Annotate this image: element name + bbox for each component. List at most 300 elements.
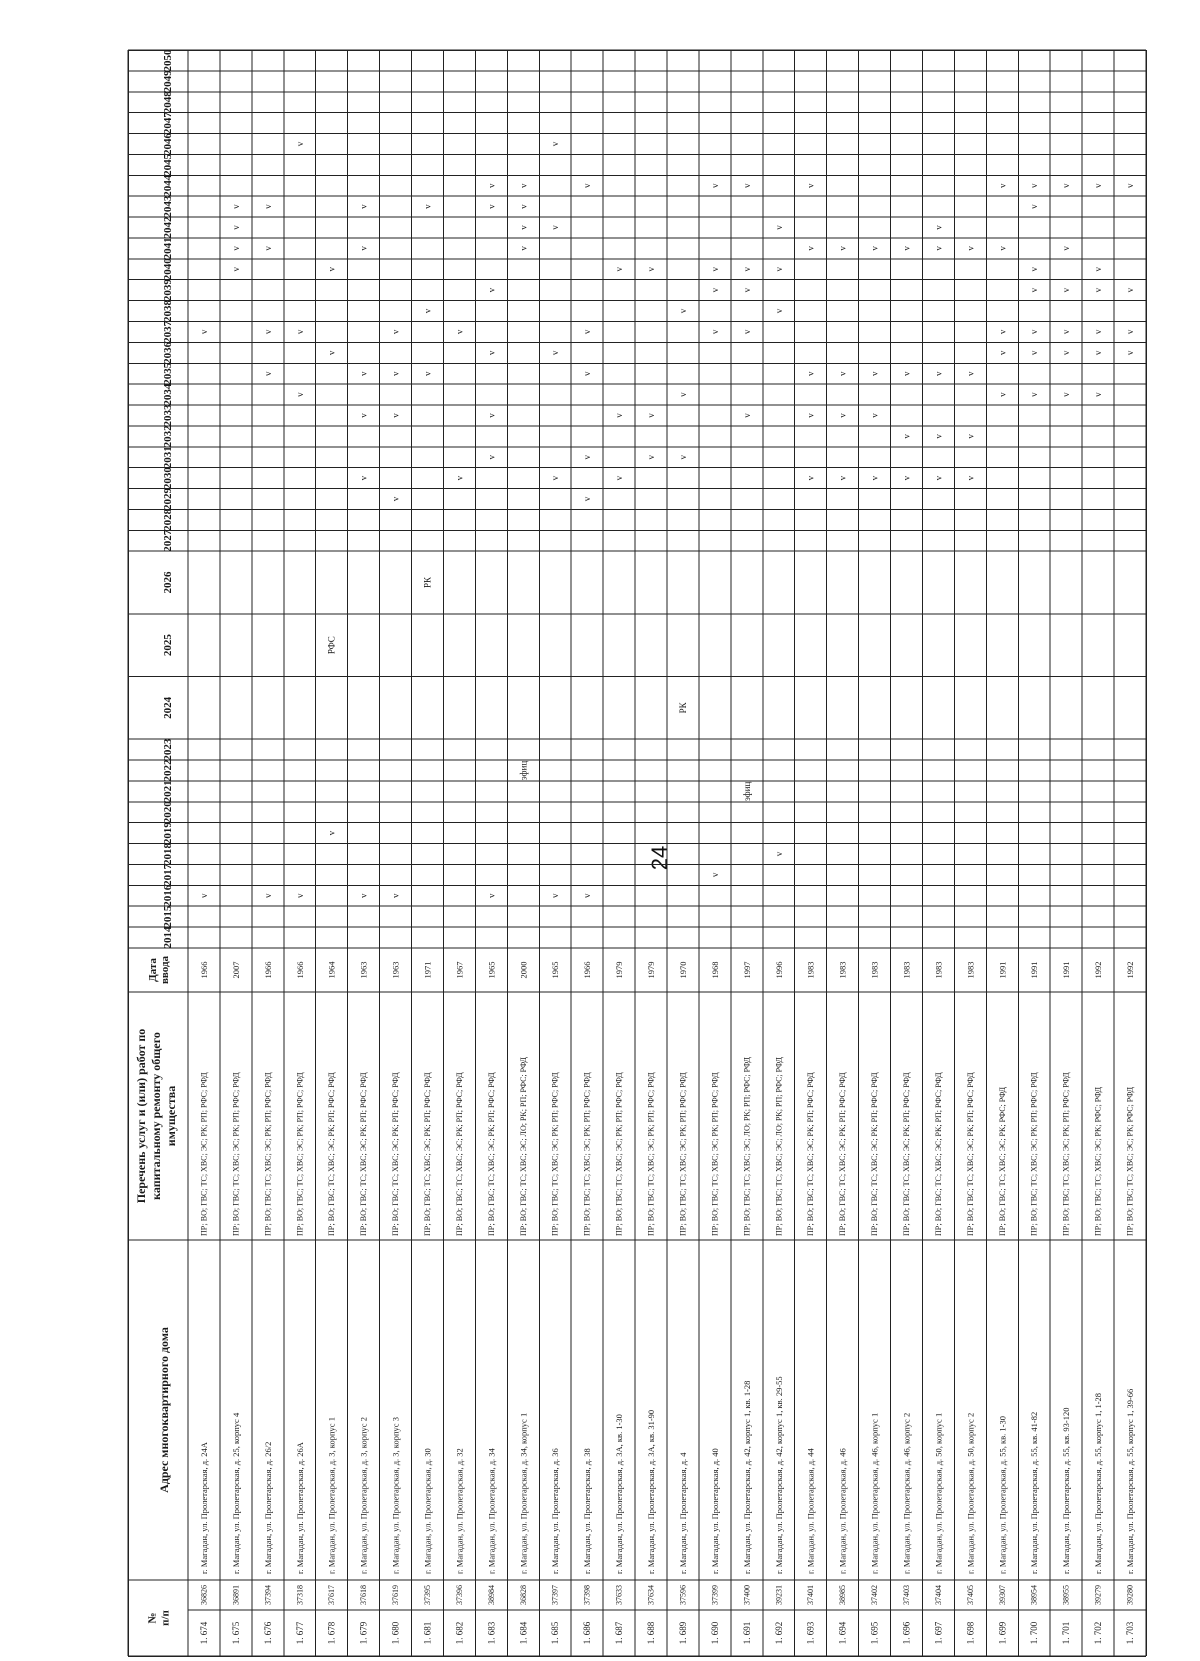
check-mark: v — [390, 893, 401, 899]
row-address: г. Магадан, ул. Пролетарская, д. 3, корпус 3 — [390, 1417, 401, 1574]
row-address: г. Магадан, ул. Пролетарская, д. 44 — [805, 1448, 816, 1574]
row-number: 1. 690 — [709, 1621, 720, 1645]
row-works: ПР; ВО; ГВС; ТС; ХВС; ЭС; РК; РП; РФС; РФД — [423, 1072, 432, 1236]
check-mark: v — [869, 246, 880, 251]
row-number: 1. 677 — [294, 1621, 305, 1645]
check-mark: v — [262, 893, 273, 899]
check-mark: v — [933, 434, 944, 439]
row-address: г. Магадан, ул. Пролетарская, д. 55, кв. 93-120 — [1061, 1407, 1072, 1574]
row-address: г. Магадан, ул. Пролетарская, д. 3А, кв. 31-90 — [646, 1409, 657, 1574]
row-date: 1983 — [933, 961, 944, 979]
check-mark: v — [294, 392, 305, 397]
work-code-mark: эфиц — [518, 760, 529, 781]
check-mark: v — [582, 893, 593, 899]
row-date: 1983 — [869, 961, 880, 979]
house-id: 37398 — [582, 1585, 592, 1605]
check-mark: v — [1093, 392, 1104, 397]
year-header: 2047 — [162, 112, 174, 135]
address-header: Адрес многоквартирного дома — [157, 1327, 172, 1493]
year-header: 2042 — [162, 216, 174, 239]
check-mark: v — [1061, 183, 1072, 188]
check-mark: v — [773, 225, 784, 230]
year-header: 2017 — [162, 863, 174, 886]
check-mark: v — [773, 851, 784, 857]
row-number: 1. 678 — [326, 1621, 337, 1645]
row-address: г. Магадан, ул. Пролетарская, д. 50, корпус 1 — [933, 1412, 944, 1574]
check-mark: v — [1125, 183, 1136, 188]
row-works: ПР; ВО; ГВС; ТС; ХВС; ЭС; РК; РП; РФС; РФД — [231, 1072, 241, 1236]
check-mark: v — [358, 246, 369, 251]
row-number: 1. 702 — [1093, 1621, 1104, 1645]
year-header: 2019 — [162, 822, 174, 845]
check-mark: v — [1061, 246, 1072, 251]
row-date: 1979 — [646, 961, 657, 979]
row-date: 1983 — [965, 961, 976, 979]
row-date: 1966 — [582, 961, 593, 979]
work-code-mark: РФС — [326, 636, 337, 655]
row-works: ПР; ВО; ГВС; ТС; ХВС; ЭС; РК; РП; РФС; РФД — [678, 1072, 688, 1236]
year-header: 2016 — [162, 884, 174, 907]
capital-repair-table — [128, 50, 1146, 1656]
check-mark: v — [1029, 392, 1040, 397]
row-works: ПР; ВО; ГВС; ТС; ХВС; ЭС; РК; РФС; РФД — [1125, 1086, 1135, 1236]
row-address: г. Магадан, ул. Пролетарская, д. 40 — [709, 1448, 720, 1574]
check-mark: v — [614, 413, 625, 418]
row-address: г. Магадан, ул. Пролетарская, д. 26А — [294, 1442, 305, 1574]
check-mark: v — [805, 371, 816, 376]
table-grid — [128, 50, 1146, 1656]
row-number: 1. 697 — [933, 1621, 944, 1645]
check-mark: v — [262, 371, 273, 376]
row-works: ПР; ВО; ГВС; ТС; ХВС; ЭС; РК; РП; РФС; РФД — [199, 1072, 209, 1236]
house-id: 37619 — [391, 1585, 401, 1605]
year-header: 2018 — [162, 843, 174, 866]
check-mark: v — [837, 371, 848, 376]
house-id: 37396 — [454, 1585, 464, 1605]
row-date: 1997 — [741, 961, 752, 979]
check-mark: v — [326, 267, 337, 272]
check-mark: v — [997, 183, 1008, 188]
row-date: 1991 — [1061, 961, 1072, 979]
check-mark: v — [326, 830, 337, 836]
check-mark: v — [486, 893, 497, 899]
row-works: ПР; ВО; ГВС; ТС; ХВС; ЭС; РК; РП; РФС; РФД — [1061, 1072, 1071, 1236]
row-address: г. Магадан, ул. Пролетарская, д. 3А, кв. 1-30 — [614, 1414, 625, 1574]
check-mark: v — [486, 183, 497, 188]
check-mark: v — [1029, 329, 1040, 335]
row-number: 1. 675 — [230, 1621, 241, 1645]
row-date: 1996 — [773, 961, 784, 979]
row-address: г. Магадан, ул. Пролетарская, д. 50, корпус 2 — [965, 1412, 976, 1574]
check-mark: v — [582, 329, 593, 335]
check-mark: v — [1093, 183, 1104, 188]
row-number: 1. 681 — [422, 1621, 433, 1645]
check-mark: v — [1093, 287, 1104, 293]
year-header: 2023 — [162, 738, 174, 761]
row-works: ПР; ВО; ГВС; ТС; ХВС; ЭС; РК; РП; РФС; РФД — [550, 1072, 560, 1236]
house-id: 37405 — [965, 1585, 975, 1605]
check-mark: v — [230, 267, 241, 272]
row-address: г. Магадан, ул. Пролетарская, д. 26/2 — [262, 1441, 273, 1574]
check-mark: v — [997, 392, 1008, 397]
year-header: 2029 — [162, 488, 174, 510]
row-number: 1. 688 — [646, 1621, 657, 1645]
row-works: ПР; ВО; ГВС; ТС; ХВС; ЭС; ЛО; РК; РП; РФС; РФД — [742, 1056, 752, 1236]
row-address: г. Магадан, ул. Пролетарская, д. 55, кв. 41-82 — [1029, 1411, 1040, 1574]
page-number: 24 — [647, 845, 672, 871]
house-id: 38985 — [838, 1585, 848, 1605]
row-date: 1979 — [614, 961, 625, 979]
row-address: г. Магадан, ул. Пролетарская, д. 42, корпус 1, кв. 1-28 — [741, 1380, 752, 1574]
check-mark: v — [997, 329, 1008, 335]
row-date: 1963 — [390, 961, 401, 979]
house-id: 38984 — [486, 1585, 496, 1605]
row-address: г. Магадан, ул. Пролетарская, д. 25, корпус 4 — [230, 1412, 241, 1574]
num-header: №п/п — [146, 1610, 172, 1626]
work-code-mark: РК — [677, 702, 688, 714]
row-number: 1. 698 — [965, 1621, 976, 1645]
check-mark: v — [1061, 287, 1072, 293]
year-header: 2022 — [162, 759, 174, 782]
check-mark: v — [518, 204, 529, 209]
check-mark: v — [1093, 329, 1104, 335]
check-mark: v — [965, 371, 976, 376]
year-header: 2036 — [162, 341, 174, 364]
row-date: 1968 — [709, 961, 720, 979]
check-mark: v — [294, 893, 305, 899]
house-id: 37401 — [806, 1585, 816, 1605]
house-id: 37403 — [902, 1585, 911, 1605]
row-date: 1966 — [262, 961, 273, 979]
row-number: 1. 685 — [550, 1621, 561, 1645]
check-mark: v — [1029, 267, 1040, 272]
row-address: г. Магадан, ул. Пролетарская, д. 3, корпус 1 — [326, 1417, 337, 1574]
row-number: 1. 703 — [1125, 1621, 1136, 1645]
house-id: 39279 — [1093, 1585, 1103, 1605]
check-mark: v — [677, 392, 688, 397]
check-mark: v — [614, 475, 625, 481]
check-mark: v — [805, 475, 816, 481]
year-header: 2045 — [162, 153, 174, 176]
year-header: 2026 — [162, 571, 174, 594]
check-mark: v — [582, 496, 593, 502]
check-mark: v — [326, 350, 337, 356]
row-number: 1. 684 — [518, 1621, 529, 1645]
row-number: 1. 692 — [773, 1621, 784, 1645]
row-address: г. Магадан, ул. Пролетарская, д. 46, корпус 1 — [869, 1412, 880, 1574]
row-address: г. Магадан, ул. Пролетарская, д. 34, корпус 1 — [518, 1412, 529, 1574]
row-number: 1. 694 — [837, 1621, 848, 1645]
house-id: 38954 — [1029, 1585, 1039, 1605]
check-mark: v — [422, 204, 433, 209]
check-mark: v — [294, 141, 305, 147]
check-mark: v — [1093, 350, 1104, 356]
check-mark: v — [837, 475, 848, 481]
year-header: 2038 — [162, 300, 174, 323]
check-mark: v — [741, 183, 752, 188]
check-mark: v — [805, 246, 816, 251]
row-address: г. Магадан, ул. Пролетарская, д. 42, корпус 1, кв. 29-55 — [773, 1376, 784, 1574]
row-date: 1970 — [677, 961, 688, 979]
row-address: г. Магадан, ул. Пролетарская, д. 38 — [582, 1448, 593, 1574]
check-mark: v — [486, 287, 497, 293]
check-mark: v — [773, 308, 784, 314]
check-mark: v — [741, 287, 752, 293]
check-mark: v — [901, 246, 912, 251]
check-mark: v — [1029, 287, 1040, 293]
check-mark: v — [709, 872, 720, 878]
date-header: Датаввода — [146, 955, 171, 985]
check-mark: v — [837, 413, 848, 418]
check-mark: v — [230, 204, 241, 209]
row-works: ПР; ВО; ГВС; ТС; ХВС; ЭС; РК; РП; РФС; РФД — [902, 1072, 911, 1236]
row-works: ПР; ВО; ГВС; ТС; ХВС; ЭС; РК; РП; РФС; РФД — [806, 1072, 816, 1236]
year-header: 2040 — [162, 258, 174, 281]
row-address: г. Магадан, ул. Пролетарская, д. 55, корпус 1, 1-28 — [1093, 1392, 1104, 1574]
row-number: 1. 701 — [1061, 1621, 1072, 1645]
check-mark: v — [869, 371, 880, 376]
check-mark: v — [646, 267, 657, 272]
check-mark: v — [997, 246, 1008, 251]
check-mark: v — [454, 475, 465, 481]
check-mark: v — [1029, 350, 1040, 356]
year-header: 2021 — [162, 780, 174, 803]
works-header: Перечень услуг и (или) работ покапитальному ремонту общегоимущества — [134, 1028, 179, 1204]
house-id: 37633 — [614, 1585, 624, 1605]
check-mark: v — [677, 308, 688, 314]
year-header: 2032 — [162, 425, 174, 448]
year-header: 2014 — [162, 926, 174, 949]
row-works: ПР; ВО; ГВС; ТС; ХВС; ЭС; РК; РП; РФС; РФД — [454, 1072, 464, 1236]
house-id: 37394 — [263, 1585, 273, 1605]
year-header: 2015 — [162, 905, 174, 928]
row-date: 1991 — [1029, 961, 1040, 979]
check-mark: v — [262, 204, 273, 209]
row-date: 1965 — [486, 961, 497, 979]
row-works: ПР; ВО; ГВС; ТС; ХВС; ЭС; РК; РП; РФС; РФД — [710, 1072, 720, 1236]
house-id: 39307 — [997, 1585, 1007, 1605]
check-mark: v — [1061, 350, 1072, 356]
check-mark: v — [709, 183, 720, 188]
year-header: 2027 — [162, 529, 174, 552]
check-mark: v — [582, 183, 593, 188]
check-mark: v — [901, 371, 912, 376]
check-mark: v — [1029, 204, 1040, 209]
row-works: ПР; ВО; ГВС; ТС; ХВС; ЭС; РК; РФС; РФД — [997, 1086, 1007, 1236]
house-id: 37402 — [870, 1585, 880, 1605]
row-date: 1963 — [358, 961, 369, 979]
check-mark: v — [869, 413, 880, 418]
row-address: г. Магадан, ул. Пролетарская, д. 55, корпус 1, 39-66 — [1125, 1388, 1136, 1574]
check-mark: v — [901, 434, 912, 439]
row-address: г. Магадан, ул. Пролетарская, д. 32 — [454, 1448, 465, 1574]
check-mark: v — [358, 204, 369, 209]
house-id: 37397 — [550, 1585, 560, 1605]
year-header: 2033 — [162, 404, 174, 427]
year-header: 2024 — [162, 696, 174, 719]
check-mark: v — [358, 371, 369, 376]
check-mark: v — [294, 329, 305, 335]
check-mark: v — [709, 287, 720, 293]
check-mark: v — [550, 225, 561, 230]
row-works: ПР; ВО; ГВС; ТС; ХВС; ЭС; РК; РП; РФС; РФД — [933, 1072, 943, 1236]
row-number: 1. 686 — [582, 1621, 593, 1645]
house-id: 37318 — [295, 1585, 305, 1605]
row-works: ПР; ВО; ГВС; ТС; ХВС; ЭС; РК; РП; РФС; РФД — [965, 1072, 975, 1236]
check-mark: v — [1125, 329, 1136, 335]
row-address: г. Магадан, ул. Пролетарская, д. 4 — [677, 1452, 688, 1574]
check-mark: v — [582, 371, 593, 376]
check-mark: v — [1093, 267, 1104, 272]
check-mark: v — [550, 141, 561, 147]
row-date: 1983 — [805, 961, 816, 979]
row-address: г. Магадан, ул. Пролетарская, д. 46, корпус 2 — [901, 1412, 912, 1574]
row-address: г. Магадан, ул. Пролетарская, д. 55, кв. 1-30 — [997, 1415, 1008, 1574]
row-date: 1965 — [550, 961, 561, 979]
row-date: 1992 — [1125, 961, 1136, 979]
year-header: 2025 — [162, 634, 174, 657]
row-works: ПР; ВО; ГВС; ТС; ХВС; ЭС; РК; РП; РФС; РФД — [391, 1072, 401, 1236]
check-mark: v — [422, 371, 433, 376]
check-mark: v — [1125, 287, 1136, 293]
row-address: г. Магадан, ул. Пролетарская, д. 3, корпус 2 — [358, 1417, 369, 1574]
check-mark: v — [486, 204, 497, 209]
row-number: 1. 699 — [997, 1621, 1008, 1645]
check-mark: v — [390, 496, 401, 502]
check-mark: v — [646, 454, 657, 460]
row-date: 1991 — [997, 961, 1008, 979]
check-mark: v — [358, 413, 369, 418]
house-id: 36891 — [231, 1585, 241, 1605]
house-id: 36826 — [199, 1585, 209, 1605]
year-header: 2039 — [162, 279, 174, 302]
check-mark: v — [358, 475, 369, 481]
check-mark: v — [422, 308, 433, 314]
check-mark: v — [550, 893, 561, 899]
check-mark: v — [486, 350, 497, 356]
house-id: 38955 — [1061, 1585, 1071, 1605]
year-header: 2043 — [162, 195, 174, 218]
check-mark: v — [582, 454, 593, 460]
year-header: 2048 — [162, 91, 174, 114]
check-mark: v — [262, 329, 273, 335]
check-mark: v — [965, 475, 976, 481]
row-number: 1. 693 — [805, 1621, 816, 1645]
check-mark: v — [805, 413, 816, 418]
row-date: 1971 — [422, 961, 433, 979]
row-number: 1. 687 — [614, 1621, 625, 1645]
check-mark: v — [486, 454, 497, 460]
check-mark: v — [390, 371, 401, 376]
row-number: 1. 674 — [198, 1621, 209, 1645]
check-mark: v — [646, 413, 657, 418]
year-header: 2031 — [162, 446, 174, 469]
check-mark: v — [677, 454, 688, 460]
check-mark: v — [933, 246, 944, 251]
check-mark: v — [965, 246, 976, 251]
year-header: 2044 — [162, 174, 174, 197]
row-date: 1964 — [326, 961, 337, 979]
row-date: 1966 — [198, 961, 209, 979]
row-number: 1. 680 — [390, 1621, 401, 1645]
year-header: 2034 — [162, 383, 174, 406]
check-mark: v — [614, 267, 625, 272]
year-header: 2049 — [162, 70, 174, 93]
check-mark: v — [390, 329, 401, 335]
check-mark: v — [230, 246, 241, 251]
year-header: 2030 — [162, 467, 174, 490]
house-id: 37399 — [710, 1585, 720, 1605]
row-works: ПР; ВО; ГВС; ТС; ХВС; ЭС; РК; РП; РФС; РФД — [263, 1072, 273, 1236]
row-works: ПР; ВО; ГВС; ТС; ХВС; ЭС; РК; РП; РФС; РФД — [838, 1072, 848, 1236]
row-works: ПР; ВО; ГВС; ТС; ХВС; ЭС; РК; РП; РФС; РФД — [486, 1072, 496, 1236]
house-id: 37400 — [742, 1585, 752, 1605]
check-mark: v — [390, 413, 401, 418]
row-works: ПР; ВО; ГВС; ТС; ХВС; ЭС; РК; РФС; РФД — [1093, 1086, 1103, 1236]
check-mark: v — [1125, 350, 1136, 356]
year-header: 2035 — [162, 362, 174, 385]
row-works: ПР; ВО; ГВС; ТС; ХВС; ЭС; РК; РП; РФС; РФД — [646, 1072, 656, 1236]
row-number: 1. 696 — [901, 1621, 912, 1645]
row-works: ПР; ВО; ГВС; ТС; ХВС; ЭС; РК; РП; РФС; РФД — [870, 1072, 880, 1236]
check-mark: v — [933, 371, 944, 376]
check-mark: v — [1029, 183, 1040, 188]
row-number: 1. 683 — [486, 1621, 497, 1645]
check-mark: v — [805, 183, 816, 188]
row-date: 1983 — [837, 961, 848, 979]
house-id: 37596 — [678, 1585, 688, 1605]
check-mark: v — [1061, 392, 1072, 397]
check-mark: v — [901, 475, 912, 481]
row-address: г. Магадан, ул. Пролетарская, д. 30 — [422, 1448, 433, 1574]
row-works: ПР; ВО; ГВС; ТС; ХВС; ЭС; РК; РП; РФС; РФД — [295, 1072, 305, 1236]
check-mark: v — [997, 350, 1008, 356]
year-header: 2028 — [162, 508, 174, 531]
row-works: ПР; ВО; ГВС; ТС; ХВС; ЭС; РК; РП; РФС; РФД — [359, 1072, 369, 1236]
check-mark: v — [550, 475, 561, 481]
row-works: ПР; ВО; ГВС; ТС; ХВС; ЭС; РК; РП; РФС; РФД — [327, 1072, 337, 1236]
row-number: 1. 691 — [741, 1621, 752, 1645]
check-mark: v — [869, 475, 880, 481]
check-mark: v — [741, 267, 752, 272]
house-id: 37395 — [423, 1585, 432, 1605]
check-mark: v — [518, 246, 529, 251]
row-address: г. Магадан, ул. Пролетарская, д. 34 — [486, 1448, 497, 1574]
row-works: ПР; ВО; ГВС; ТС; ХВС; ЭС; ЛО; РК; РП; РФС; РФД — [518, 1056, 528, 1236]
check-mark: v — [486, 413, 497, 418]
house-id: 37404 — [933, 1585, 943, 1605]
year-header: 2037 — [162, 320, 174, 343]
year-header: 2050 — [162, 49, 174, 72]
row-number: 1. 682 — [454, 1621, 465, 1645]
work-code-mark: РК — [422, 577, 433, 589]
row-number: 1. 689 — [677, 1621, 688, 1645]
check-mark: v — [773, 267, 784, 272]
check-mark: v — [230, 225, 241, 230]
check-mark: v — [965, 434, 976, 439]
row-number: 1. 700 — [1029, 1621, 1040, 1645]
row-works: ПР; ВО; ГВС; ТС; ХВС; ЭС; РК; РП; РФС; РФД — [1029, 1072, 1039, 1236]
check-mark: v — [933, 225, 944, 230]
row-date: 1992 — [1093, 961, 1104, 979]
check-mark: v — [709, 267, 720, 272]
row-address: г. Магадан, ул. Пролетарская, д. 36 — [550, 1448, 561, 1574]
check-mark: v — [454, 329, 465, 335]
house-id: 37634 — [646, 1585, 656, 1605]
check-mark: v — [518, 225, 529, 230]
house-id: 37618 — [359, 1585, 369, 1605]
row-address: г. Магадан, ул. Пролетарская, д. 24А — [198, 1442, 209, 1574]
